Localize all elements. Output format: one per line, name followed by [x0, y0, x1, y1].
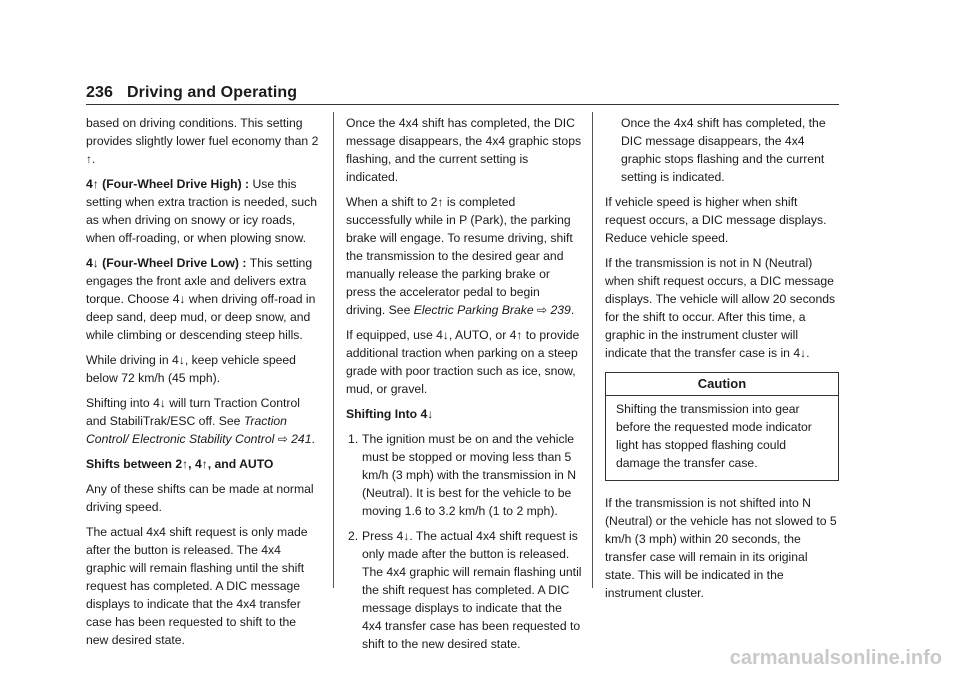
paragraph: If the transmission is not in N (Neutral) when shift request occurs, a DIC message displays. The vehicle will allow 20 seconds for the shift to occur. After this time, a graphic in the instrument cluster will indicate that the transfer case is in 4↓. — [605, 256, 836, 360]
caution-box — [605, 372, 839, 481]
section-title: Driving and Operating — [127, 84, 298, 101]
column-3 — [605, 114, 839, 609]
down-arrow-icon: ↓ — [427, 407, 434, 421]
page-ref[interactable]: 239 — [550, 303, 571, 317]
down-arrow-icon: ↓ — [178, 353, 185, 367]
down-arrow-icon: ↓ — [403, 529, 410, 543]
cross-reference-link[interactable]: Electric Parking Brake — [413, 303, 534, 317]
header-rule — [86, 104, 839, 105]
paragraph: If equipped, use 4↓, AUTO, or 4↑ to provide additional traction when parking on a steep grade with poor traction such as ice, snow, mud, or gravel. — [346, 328, 580, 396]
column-divider — [592, 112, 593, 588]
up-arrow-icon: ↑ — [516, 328, 523, 342]
down-arrow-icon: ↓ — [442, 328, 449, 342]
numbered-list — [346, 430, 582, 653]
up-arrow-icon: ↑ — [201, 457, 208, 471]
down-arrow-icon: ↓ — [159, 396, 166, 410]
down-arrow-icon: ↓ — [800, 346, 807, 360]
up-arrow-icon: ↑ — [86, 152, 92, 166]
paragraph: The actual 4x4 shift request is only made after the button is released. The 4x4 graphic will remain flashing until the shift request has completed. A DIC message displays to indicate that the 4x4 transfer case has been requested to shift to the new desired state. — [86, 525, 308, 647]
page-ref[interactable]: 241 — [291, 432, 312, 446]
column-1 — [86, 114, 320, 656]
page-header — [86, 84, 297, 102]
up-arrow-icon: ↑ — [92, 177, 99, 191]
paragraph-4-low: 4↓ (Four-Wheel Drive Low) : This setting engages the front axle and delivers extra torque. Choose 4↓ when driving off-road in deep sand, deep mud, or deep snow, and while climbing or descending steep hills. — [86, 256, 316, 342]
paragraph: While driving in 4↓, keep vehicle speed below 72 km/h (45 mph). — [86, 353, 296, 385]
page-number: 236 — [86, 84, 113, 101]
caution-title: Caution — [606, 373, 838, 396]
paragraph: Shifting into 4↓ will turn Traction Control and StabiliTrak/ESC off. See Traction Control/ Electronic Stability Control ⇨ 241. — [86, 396, 315, 446]
list-item: 2. Press 4↓. The actual 4x4 shift request is only made after the button is released. The 4x4 graphic will remain flashing until the shift request has completed. A DIC message displays to indicate that the 4x4 transfer case has been requested to shift to the new desired state. — [348, 529, 582, 651]
page-ref-arrow-icon: ⇨ — [277, 432, 288, 446]
subheading: Shifts between 2↑, 4↑, and AUTO — [86, 457, 274, 471]
paragraph: When a shift to 2↑ is completed successfully while in P (Park), the parking brake will engage. To resume driving, shift the transmission to the desired gear and manually release the parking brake or press the accelerator pedal to begin driving. See Electric Parking Brake ⇨ 239. — [346, 195, 575, 317]
caution-text: Shifting the transmission into gear before the requested mode indicator light has stopped flashing could damage the transfer case. — [616, 402, 812, 470]
down-arrow-icon: ↓ — [179, 292, 186, 306]
paragraph: based on driving conditions. This setting provides slightly lower fuel economy than 2 ↑. — [86, 116, 319, 166]
page-ref-arrow-icon: ⇨ — [537, 303, 548, 317]
up-arrow-icon: ↑ — [437, 195, 444, 209]
column-2 — [346, 114, 582, 660]
down-arrow-icon: ↓ — [92, 256, 99, 270]
list-item: 1. The ignition must be on and the vehicle must be stopped or moving less than 5 km/h (3 mph) with the transmission in N (Neutral). It is best for the vehicle to be moving 1.6 to 3.2 km/h (1 to 2 mph). — [348, 432, 577, 518]
paragraph: If the transmission is not shifted into N (Neutral) or the vehicle has not slowed to 5 km/h (3 mph) within 20 seconds, the transfer case will remain in its original state. This will be indicated in the instrument cluster. — [605, 496, 837, 600]
subheading: Shifting Into 4↓ — [346, 407, 434, 421]
paragraph-4-high: 4↑ (Four-Wheel Drive High) : Use this setting when extra traction is needed, such as when driving on snowy or icy roads, when off-roading, or when plowing snow. — [86, 177, 318, 245]
cross-reference-link[interactable]: Traction Control/ Electronic Stability Control — [86, 414, 287, 446]
paragraph: Any of these shifts can be made at normal driving speed. — [86, 482, 314, 514]
up-arrow-icon: ↑ — [182, 457, 189, 471]
watermark: carmanualsonline.info — [729, 647, 942, 669]
column-divider — [333, 112, 334, 588]
paragraph: If vehicle speed is higher when shift request occurs, a DIC message displays. Reduce vehicle speed. — [605, 195, 827, 245]
paragraph: Once the 4x4 shift has completed, the DIC message disappears, the 4x4 graphic stops flashing, and the current setting is indicated. — [346, 116, 582, 184]
paragraph: Once the 4x4 shift has completed, the DIC message disappears, the 4x4 graphic stops flashing and the current setting is indicated. — [621, 116, 826, 184]
